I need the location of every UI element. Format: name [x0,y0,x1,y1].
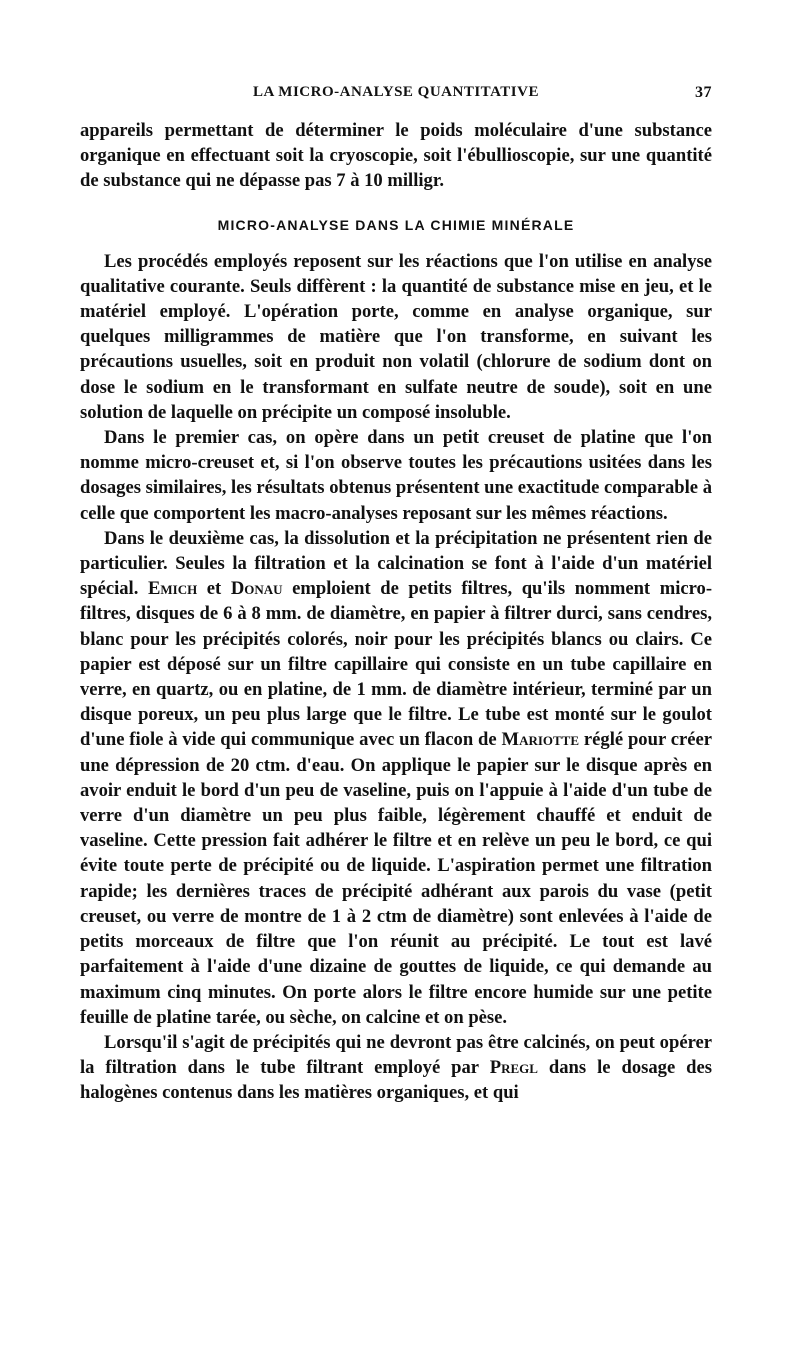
book-page [80,84,712,1106]
running-title: LA MICRO-ANALYSE QUANTITATIVE [253,84,539,100]
author-name-pregl: Pregl [489,1057,538,1079]
text-run: et [206,578,222,600]
text-run: Dans le deuxième cas, la dissolution et la précipitation ne présentent rien de particulier. Seules la filtration et la calcination se font à l'aide d'un matériel spécial. [80,527,712,600]
text-run: emploient de petits filtres, qu'ils nomment micro-filtres, disques de 6 à 8 mm. de diamètre, en papier à filtrer durci, sans cendres, blanc pour les précipités colorés, noir pour les précipités blancs ou clairs. Ce papier est déposé sur un filtre capillaire qui consiste en un tube capillaire en verre, en quartz, ou en platine, de 1 mm. de diamètre intérieur, terminé par un disque poreux, un peu plus large que le filtre. Le tube est monté sur le goulot d'une fiole à vide qui communique avec un flacon de [80,578,713,751]
text-run: Lorsqu'il s'agit de précipités qui ne devront pas être calcinés, on peut opérer la filtration dans le tube filtrant employé par [80,1031,712,1079]
running-header [80,84,712,118]
author-name-mariotte: Mariotte [501,729,580,751]
paragraph-first-case: Dans le premier cas, on opère dans un petit creuset de platine que l'on nomme micro-creuset et, si l'on observe toutes les précautions usitées dans les dosages similaires, les résultats obtenus présentent une exactitude comparable à celle que comportent les macro-analyses reposant sur les mêmes réactions. [80,427,712,524]
paragraph-continuation: appareils permettant de déterminer le poids moléculaire d'une substance organique en effectuant soit la cryoscopie, soit l'ébullioscopie, sur une quantité de substance qui ne dépasse pas 7 à 10 milligr. [80,120,712,192]
text-run: dans le dosage des halogènes contenus dans les matières organiques, et qui [80,1057,712,1104]
section-heading: MICRO-ANALYSE DANS LA CHIMIE MINÉRALE [217,216,575,233]
paragraph-procedures: Les procédés employés reposent sur les réactions que l'on utilise en analyse qualitative courante. Seuls diffèrent : la quantité de substance mise en jeu, et le matériel employé. L'opération porte, comme en analyse organique, sur quelques milligrammes de matière que l'on transforme, en suivant les précautions usuelles, soit en produit non volatil (chlorure de sodium dont on dose le sodium en le transformant en sulfate neutre de soude), soit en une solution de laquelle on précipite un composé insoluble. [80,250,712,423]
text-run: réglé pour créer une dépression de 20 ctm. d'eau. On applique le papier sur le disque après en avoir enduit le bord d'un peu de vaseline, puis on l'appuie à l'aide d'un tube de verre d'un diamètre un peu plus faible, légèrement chauffé et enduit de vaseline. Cette pression fait adhérer le filtre et en relève un peu le bord, ce qui évite toute perte de précipité ou de liquide. L'aspiration permet une filtration rapide; les dernières traces de précipité adhérant aux parois du vase (petit creuset, ou verre de montre de 1 à 2 ctm de diamètre) sont enlevées à l'aide de petits morceaux de filtre que l'on réunit au précipité. Le tout est lavé parfaitement à l'aide d'une dizaine de gouttes de liquide, ce qui demande au maximum cinq minutes. On porte alors le filtre encore humide sur une petite feuille de platine tarée, ou sèche, on calcine et on pèse. [80,729,712,1028]
author-name-donau: Donau [230,578,283,600]
author-name-emich: Emich [147,578,198,600]
paragraph-second-case [80,526,712,1030]
page-number: 37 [695,84,712,101]
paragraph-non-calcined [80,1030,712,1106]
